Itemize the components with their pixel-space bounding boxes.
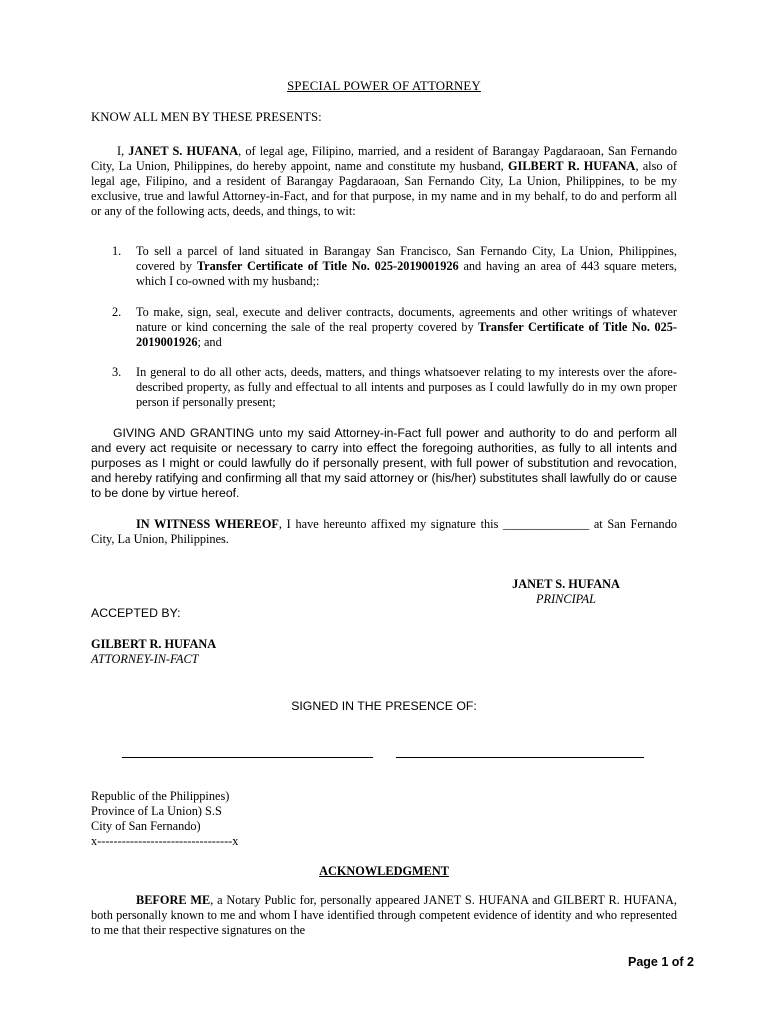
attorney-signature-block — [91, 637, 216, 667]
venue-block: Republic of the Philippines) Province of La Union) S.S City of San Fernando) x---------------------------------x — [91, 789, 239, 848]
list-number: 3. — [112, 365, 122, 379]
list-text: To sell a parcel of land situated in Barangay San Francisco, San Fernando City, La Union, Philippines, covered by Transfer Certificate of Title No. 025-2019001926 and having an area of 443 square meters, which I co-owned with my husband;: — [136, 244, 677, 288]
principal-role: PRINCIPAL — [536, 592, 596, 606]
document-title: SPECIAL POWER OF ATTORNEY — [287, 79, 481, 93]
witness-signature-line — [396, 757, 644, 758]
page-number: Page 1 of 2 — [628, 955, 694, 969]
attorney-role: ATTORNEY-IN-FACT — [91, 652, 199, 666]
principal-signatory-name: JANET S. HUFANA — [512, 577, 620, 591]
accepted-by-label: ACCEPTED BY: — [91, 606, 181, 620]
attorney-name: GILBERT R. HUFANA — [507, 159, 636, 173]
attorney-signatory-name: GILBERT R. HUFANA — [91, 637, 217, 651]
principal-name: JANET S. HUFANA — [128, 144, 239, 158]
witness-signature-line — [122, 757, 373, 758]
know-all-heading: KNOW ALL MEN BY THESE PRESENTS: — [91, 110, 322, 124]
list-text: In general to do all other acts, deeds, matters, and things whatsoever relating to my interests over the afore-described property, as fully and effectual to all intents and purposes as I could lawfully do in my own proper person if personally present; — [136, 365, 677, 409]
list-text: To make, sign, seal, execute and deliver contracts, documents, agreements and other writings of whatever nature or kind concerning the sale of the real property covered by Transfer Certificate of Title No. 025-2019001926; and — [136, 305, 677, 349]
acknowledgment-title: ACKNOWLEDGMENT — [319, 864, 449, 878]
list-number: 2. — [112, 305, 122, 319]
list-number: 1. — [112, 244, 122, 258]
witness-paragraph: IN WITNESS WHEREOF, I have hereunto affixed my signature this ______________ at San Fernando City, La Union, Philippines. — [91, 517, 677, 546]
intro-paragraph: I, JANET S. HUFANA, of legal age, Filipino, married, and a resident of Barangay Pagdaraoan, San Fernando City, La Union, Philippines, do hereby appoint, name and constitute my husband, GILBERT R. HUFANA, also of legal age, Filipino, and a resident of Barangay Pagdaraoan, San Fernando City, La Union, Philippines, to be my exclusive, true and lawful Attorney-in-Fact, and for that purpose, in my name and in my behalf, to do and perform all or any of the following acts, deeds, and things, to wit: — [91, 144, 677, 218]
principal-signature-block — [496, 577, 636, 607]
granting-paragraph: GIVING AND GRANTING unto my said Attorney-in-Fact full power and authority to do and perform all and every act requisite or necessary to carry into effect the foregoing authorities, as fully to all intents and purposes as I might or could lawfully do if personally present, with full power of substitution and revocation, and hereby ratifying and confirming all that my said attorney or (his/her) substitutes shall lawfully do or cause to be done by virtue hereof. — [91, 426, 677, 500]
acknowledgment-paragraph: BEFORE ME, a Notary Public for, personally appeared JANET S. HUFANA and GILBERT R. HUFANA, both personally known to me and whom I have identified through competent evidence of identity and who represented to me that their respective signatures on the — [91, 893, 677, 937]
signed-presence-label: SIGNED IN THE PRESENCE OF: — [291, 699, 477, 713]
